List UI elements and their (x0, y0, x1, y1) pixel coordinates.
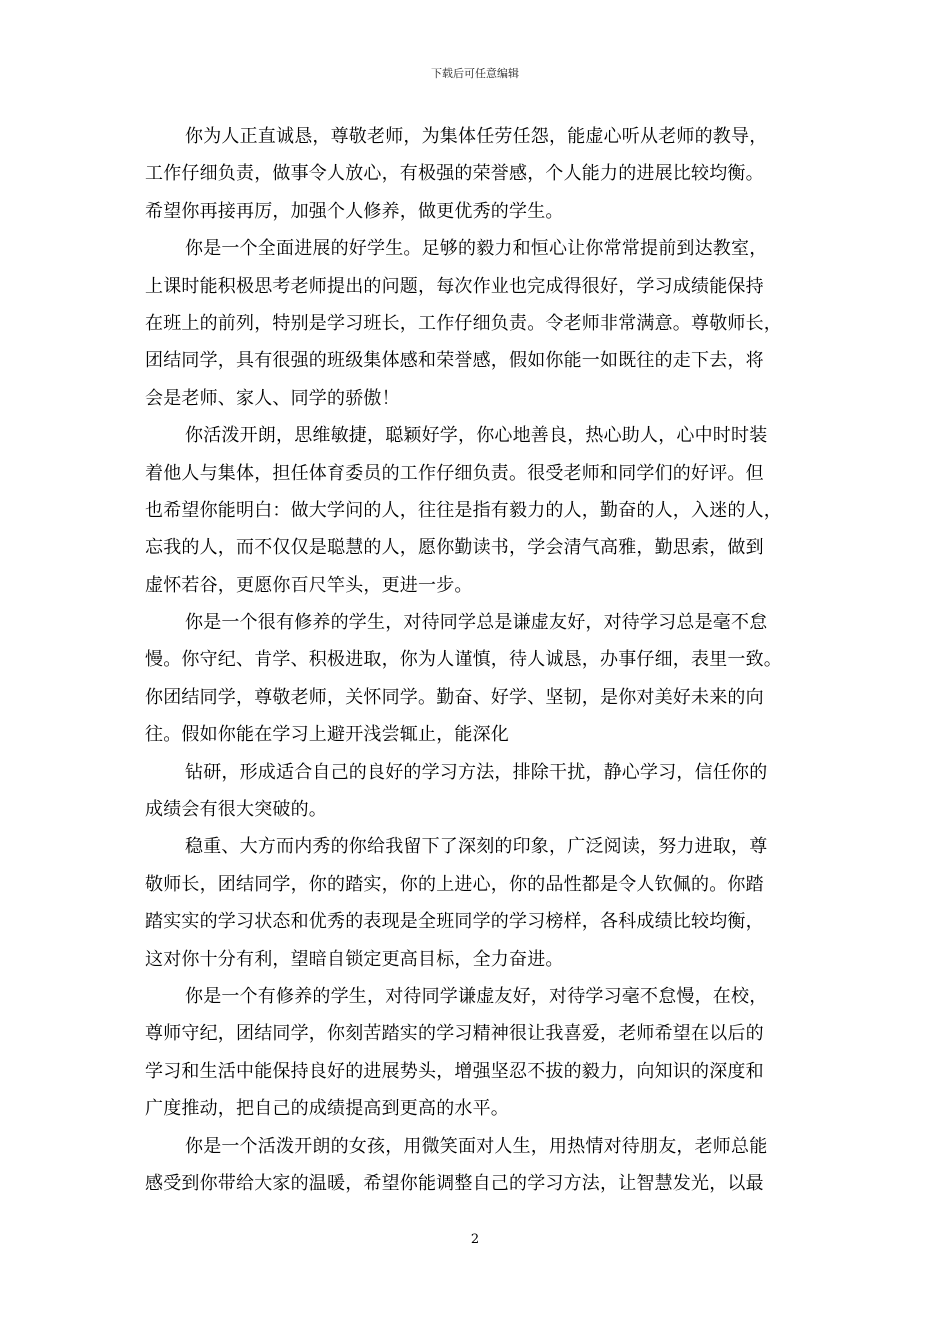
text-line: 往。假如你能在学习上避开浅尝辄止，能深化 (145, 724, 509, 746)
text-line: 尊师守纪，团结同学，你刻苦踏实的学习精神很让我喜爱，老师希望在以后的 (145, 1023, 764, 1045)
text-line: 你是一个活泼开朗的女孩，用微笑面对人生，用热情对待朋友，老师总能 (185, 1135, 768, 1157)
text-line: 忘我的人，而不仅仅是聪慧的人，愿你勤读书，学会清气高雅，勤思索，做到 (145, 537, 764, 559)
text-line: 会是老师、家人、同学的骄傲！ (145, 387, 400, 409)
text-line: 你活泼开朗，思维敏捷，聪颖好学，你心地善良，热心助人，心中时时装 (185, 425, 768, 447)
text-line: 学习和生活中能保持良好的进展势头，增强坚忍不拔的毅力，向知识的深度和 (145, 1060, 764, 1082)
text-line: 你是一个全面进展的好学生。足够的毅力和恒心让你常常提前到达教室， (185, 238, 768, 260)
text-line: 你是一个很有修养的学生，对待同学总是谦虚友好，对待学习总是毫不怠 (185, 612, 768, 634)
text-line: 在班上的前列，特别是学习班长，工作仔细负责。令老师非常满意。尊敬师长， (145, 312, 782, 334)
text-line: 敬师长，团结同学，你的踏实，你的上进心，你的品性都是令人钦佩的。你踏 (145, 873, 764, 895)
text-line: 这对你十分有利，望暗自锁定更高目标，全力奋进。 (145, 948, 564, 970)
text-line: 你团结同学，尊敬老师，关怀同学。勤奋、好学、坚韧，是你对美好未来的向 (145, 686, 764, 708)
text-line: 广度推动，把自己的成绩提高到更高的水平。 (145, 1098, 509, 1120)
text-line: 感受到你带给大家的温暖，希望你能调整自己的学习方法，让智慧发光，以最 (145, 1172, 764, 1194)
text-line: 希望你再接再厉，加强个人修养，做更优秀的学生。 (145, 200, 564, 222)
page-number: 2 (470, 1232, 480, 1247)
text-line: 成绩会有很大突破的。 (145, 799, 327, 821)
text-line: 虚怀若谷，更愿你百尺竿头，更进一步。 (145, 574, 473, 596)
text-line: 团结同学，具有很强的班级集体感和荣誉感，假如你能一如既往的走下去，将 (145, 350, 764, 372)
text-line: 稳重、大方而内秀的你给我留下了深刻的印象，广泛阅读，努力进取，尊 (185, 836, 768, 858)
text-line: 慢。你守纪、肯学、积极进取，你为人谨慎，待人诚恳，办事仔细，表里一致。 (145, 649, 782, 671)
document-body (145, 118, 813, 1202)
text-line: 着他人与集体，担任体育委员的工作仔细负责。很受老师和同学们的好评。但 (145, 462, 764, 484)
text-line: 上课时能积极思考老师提出的问题，每次作业也完成得很好，学习成绩能保持 (145, 275, 764, 297)
page-header: 下载后可任意编辑 (431, 67, 519, 80)
text-line: 你为人正直诚恳，尊敬老师，为集体任劳任怨，能虚心听从老师的教导， (185, 126, 768, 147)
text-line: 工作仔细负责，做事令人放心，有极强的荣誉感，个人能力的进展比较均衡。 (145, 163, 764, 185)
text-line: 踏实实的学习状态和优秀的表现是全班同学的学习榜样，各科成绩比较均衡， (145, 911, 764, 933)
text-line: 你是一个有修养的学生，对待同学谦虚友好，对待学习毫不怠慢，在校， (185, 985, 768, 1007)
text-line: 钻研，形成适合自己的良好的学习方法，排除干扰，静心学习，信任你的 (185, 761, 768, 783)
text-line: 也希望你能明白：做大学问的人，往往是指有毅力的人，勤奋的人，入迷的人， (145, 499, 782, 521)
